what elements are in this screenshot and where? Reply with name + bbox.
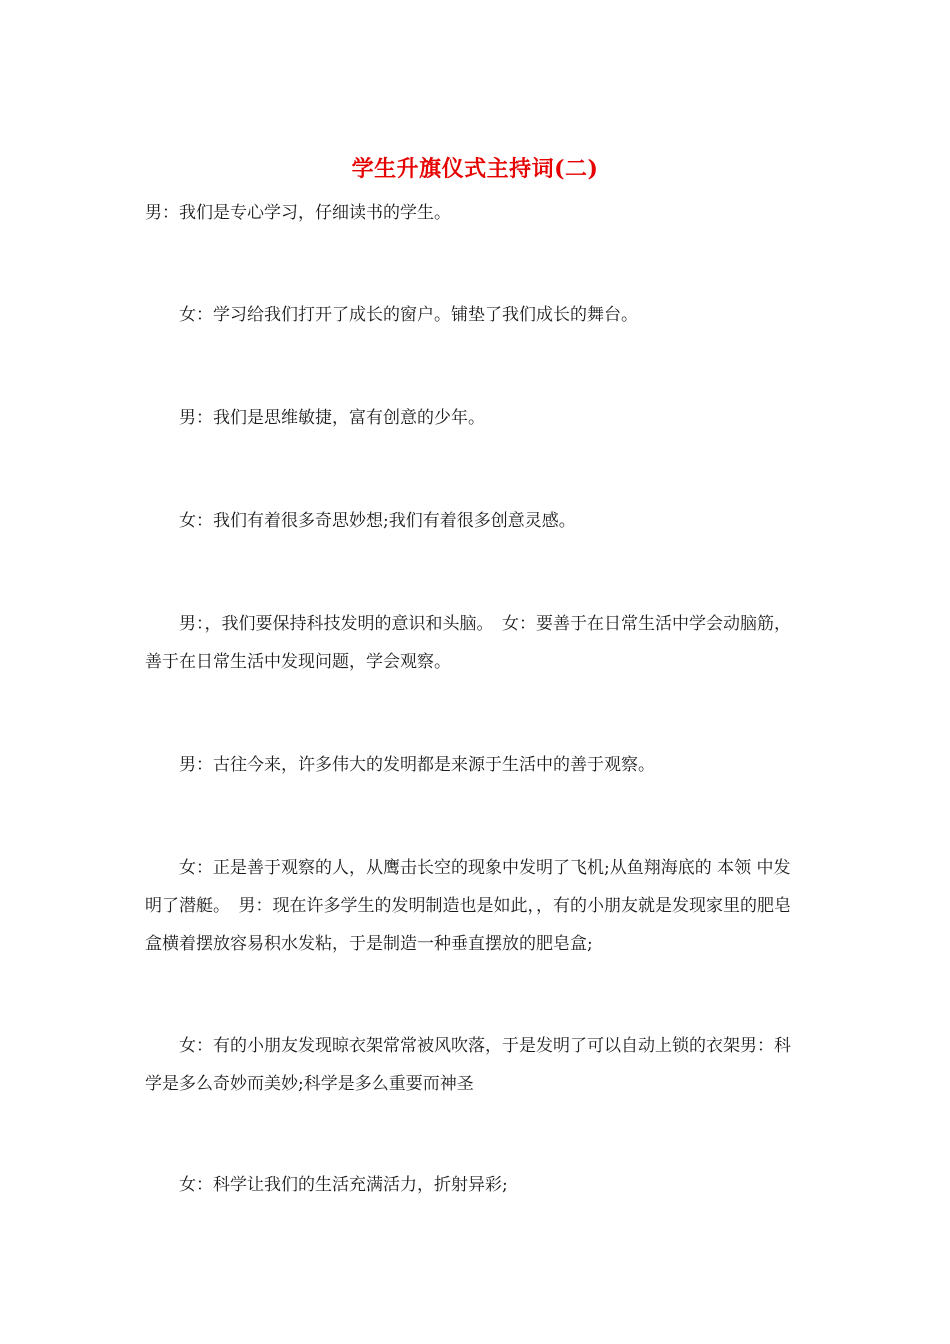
document-title: 学生升旗仪式主持词(二) bbox=[351, 156, 599, 182]
paragraph-8: 女：有的小朋友发现晾衣架常常被风吹落，于是发明了可以自动上锁的衣架男：科学是多么奇妙而美妙;科学是多么重要而神圣 bbox=[145, 1036, 791, 1094]
paragraph-7: 女：正是善于观察的人，从鹰击长空的现象中发明了飞机;从鱼翔海底的 本领 中发明了潜艇。 男：现在许多学生的发明制造也是如此，，有的小朋友就是发现家里的肥皂盒横着摆放容易积水发粘，于是制造一种垂直摆放的肥皂盒; bbox=[145, 858, 791, 954]
paragraph-2: 女：学习给我们打开了成长的窗户。铺垫了我们成长的舞台。 bbox=[179, 305, 638, 325]
paragraph-5: 男：，我们要保持科技发明的意识和头脑。 女：要善于在日常生活中学会动脑筋，善于在日常生活中发现问题，学会观察。 bbox=[145, 614, 791, 672]
paragraph-9: 女：科学让我们的生活充满活力，折射异彩; bbox=[179, 1175, 508, 1195]
paragraph-1: 男：我们是专心学习，仔细读书的学生。 bbox=[145, 203, 451, 223]
paragraph-6: 男：古往今来，许多伟大的发明都是来源于生活中的善于观察。 bbox=[179, 755, 655, 775]
paragraph-4: 女：我们有着很多奇思妙想;我们有着很多创意灵感。 bbox=[179, 511, 576, 531]
paragraph-3: 男：我们是思维敏捷，富有创意的少年。 bbox=[179, 408, 485, 428]
